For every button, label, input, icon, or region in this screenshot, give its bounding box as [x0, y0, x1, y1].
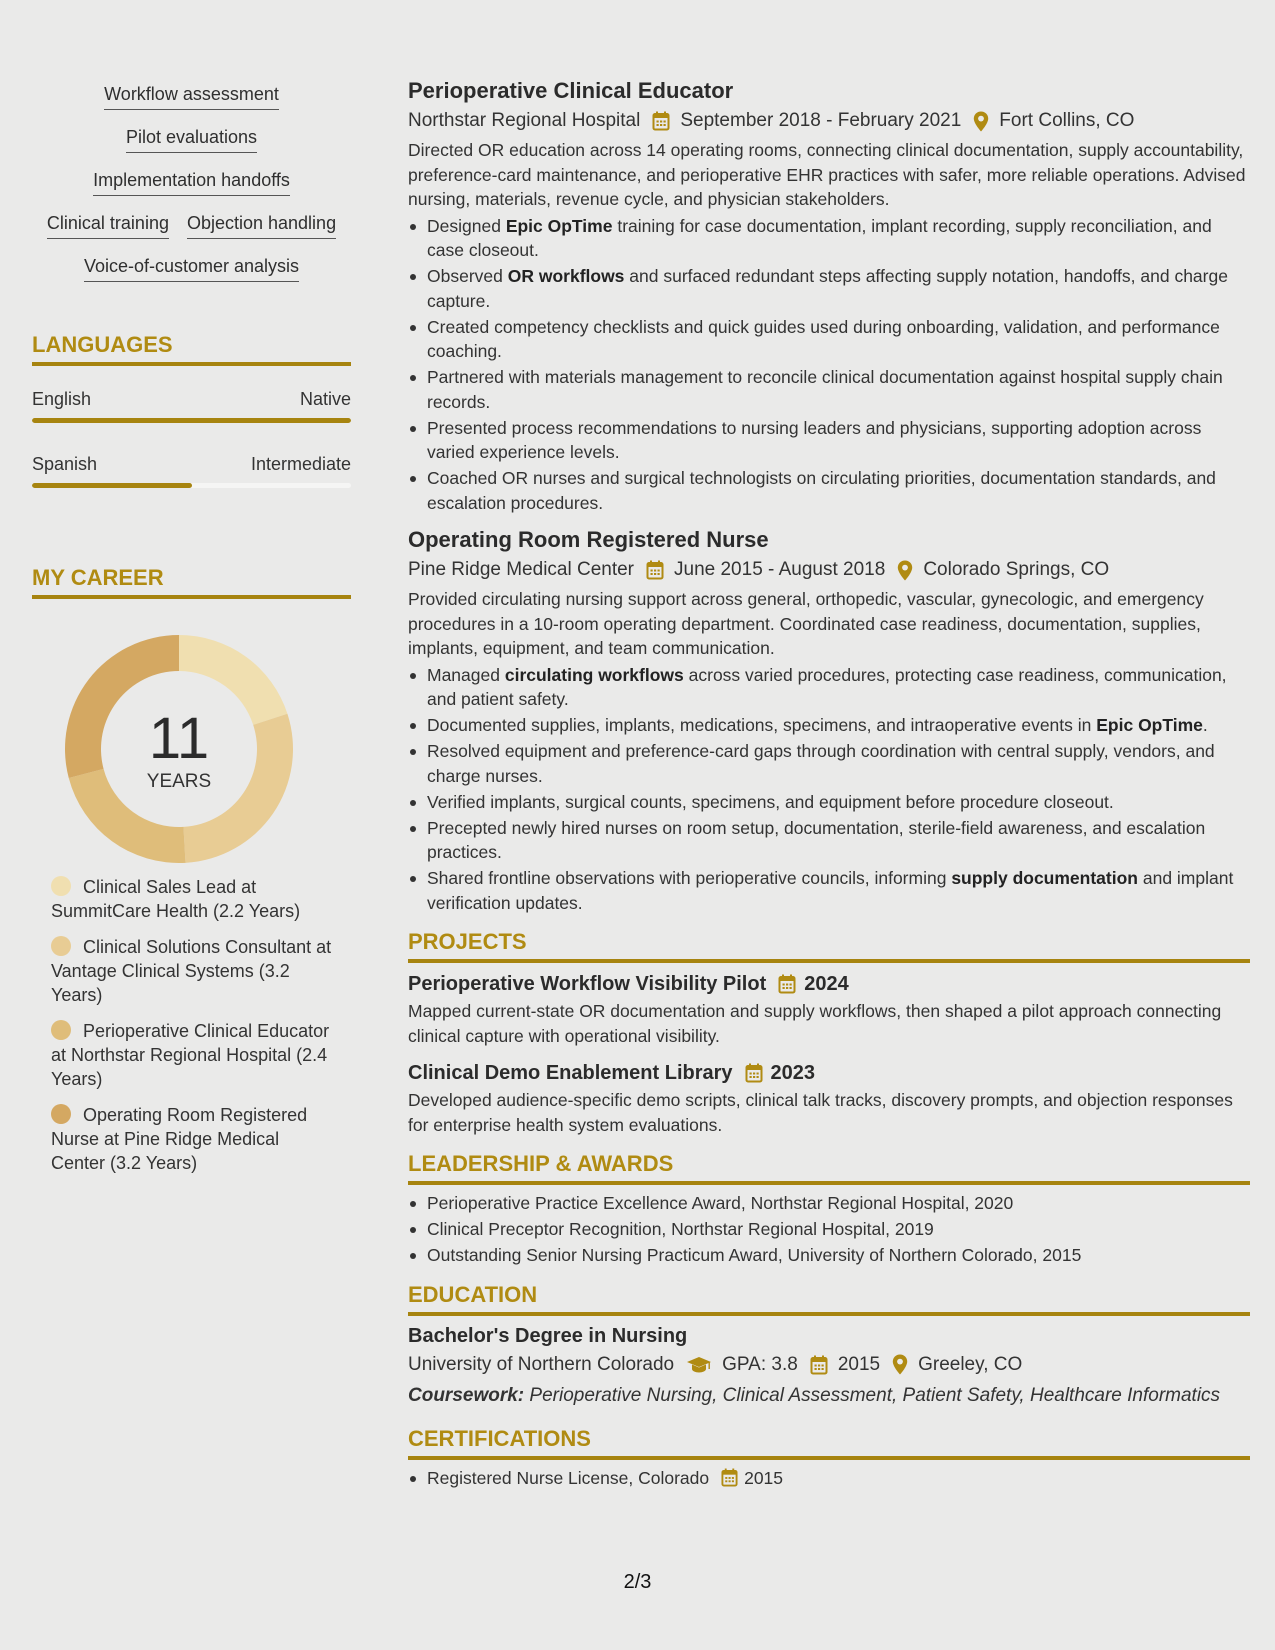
coursework-list: Perioperative Nursing, Clinical Assessment, Patient Safety, Healthcare Informatics	[529, 1384, 1221, 1406]
career-total-years: 11	[148, 706, 210, 771]
career-legend-item	[51, 875, 337, 923]
project-title: Clinical Demo Enablement Library	[408, 1062, 733, 1084]
bullet-text: training for case documentation, implant recording, supply reconciliation, and case closeout.	[427, 215, 1212, 260]
location-pin-icon	[973, 111, 989, 132]
skills-list	[32, 82, 351, 282]
education-heading: EDUCATION	[408, 1280, 1250, 1316]
awards-heading: LEADERSHIP & AWARDS	[408, 1149, 1250, 1185]
legend-color-dot	[51, 936, 71, 956]
project-entry	[408, 969, 1250, 1048]
job-bullet	[408, 416, 1250, 465]
language-item	[32, 453, 351, 488]
certification-year: 2015	[744, 1467, 784, 1488]
career-heading: MY CAREER	[32, 564, 351, 599]
sidebar	[32, 82, 351, 1187]
skill-tag: Voice-of-customer analysis	[84, 254, 299, 282]
skill-tag: Objection handling	[187, 211, 336, 239]
project-year: 2024	[804, 973, 849, 995]
legend-label: Clinical Solutions Consultant at Vantage Clinical Systems (3.2 Years)	[51, 937, 332, 1005]
job-meta	[408, 555, 1250, 585]
project-title-row	[408, 1058, 1250, 1088]
certification-name: Registered Nurse License, Colorado	[427, 1467, 710, 1488]
calendar-icon	[778, 974, 796, 994]
bullet-text: and surfaced redundant steps affecting supply notation, handoffs, and charge capture.	[427, 266, 1228, 311]
language-name: Spanish	[32, 454, 98, 474]
bullet-text: Resolved equipment and preference-card gaps through coordination with central supply, vendors, and charge nurses.	[427, 741, 1215, 786]
bullet-text: Coached OR nurses and surgical technologists on circulating priorities, documentation standards, and escalation procedures.	[427, 468, 1216, 513]
career-donut-chart	[32, 635, 351, 875]
skill-tag: Implementation handoffs	[93, 168, 290, 196]
bullet-text: .	[1202, 715, 1208, 735]
project-description: Developed audience-specific demo scripts, clinical talk tracks, discovery prompts, and objection responses for enterprise health system evaluations.	[408, 1090, 1233, 1135]
bullet-text: and implant verification updates.	[427, 868, 1234, 913]
job-bullet	[408, 816, 1250, 865]
language-level: Intermediate	[250, 454, 351, 474]
calendar-icon	[652, 111, 670, 131]
language-proficiency-fill	[32, 483, 192, 488]
certifications-list	[408, 1466, 1250, 1491]
language-proficiency-bar	[32, 418, 351, 423]
language-proficiency-bar	[32, 483, 351, 488]
projects-heading: PROJECTS	[408, 927, 1250, 963]
job-title: Perioperative Clinical Educator	[408, 78, 734, 103]
legend-label: Clinical Sales Lead at SummitCare Health (2.2 Years)	[51, 877, 301, 921]
job-bullet	[408, 365, 1250, 414]
job-entry	[408, 76, 1250, 515]
school-name: University of Northern Colorado	[408, 1353, 675, 1375]
graduation-cap-icon	[686, 1356, 712, 1374]
bullet-keyword: Epic OpTime	[505, 215, 613, 236]
bullet-keyword: circulating workflows	[504, 664, 684, 685]
career-legend-item	[51, 1019, 337, 1091]
bullet-text: Partnered with materials management to reconcile clinical documentation against hospital supply chain records.	[427, 367, 1223, 412]
coursework-label: Coursework:	[408, 1384, 525, 1406]
bullet-text: Observed	[427, 266, 508, 286]
skill-row	[32, 254, 351, 282]
job-bullet	[408, 466, 1250, 515]
legend-color-dot	[51, 1104, 71, 1124]
job-location: Fort Collins, CO	[999, 110, 1135, 131]
job-bullets	[408, 214, 1250, 516]
job-bullet	[408, 790, 1250, 815]
job-entry	[408, 525, 1250, 915]
certification-item	[408, 1466, 1250, 1491]
legend-label: Perioperative Clinical Educator at Northstar Regional Hospital (2.4 Years)	[51, 1021, 330, 1089]
skill-row	[32, 82, 351, 110]
page-number: 2/3	[623, 1571, 652, 1593]
job-bullets	[408, 663, 1250, 916]
legend-label: Operating Room Registered Nurse at Pine Ridge Medical Center (3.2 Years)	[51, 1105, 308, 1173]
bullet-text: Presented process recommendations to nursing leaders and physicians, supporting adoption across varied experience levels.	[427, 417, 1202, 462]
skill-tag: Clinical training	[47, 211, 169, 239]
career-legend-item	[51, 935, 337, 1007]
education-entry	[408, 1322, 1250, 1408]
project-description: Mapped current-state OR documentation and supply workflows, then shaped a pilot approach connecting clinical capture with operational visibility.	[408, 1001, 1222, 1046]
job-dates: September 2018 - February 2021	[680, 110, 962, 131]
skill-row	[32, 168, 351, 196]
bullet-text: Managed	[427, 664, 505, 685]
education-gpa: GPA: 3.8	[722, 1353, 798, 1375]
job-company: Northstar Regional Hospital	[408, 110, 641, 131]
award-item: Perioperative Practice Excellence Award, Northstar Regional Hospital, 2020	[408, 1191, 1250, 1216]
project-entry	[408, 1058, 1250, 1137]
job-meta	[408, 106, 1250, 136]
bullet-keyword: Epic OpTime	[1096, 715, 1203, 735]
location-pin-icon	[892, 1354, 908, 1375]
legend-color-dot	[51, 876, 71, 896]
languages-heading: LANGUAGES	[32, 331, 351, 366]
career-legend-item	[51, 1103, 337, 1175]
bullet-text: Documented supplies, implants, medications, specimens, and intraoperative events in	[427, 715, 1097, 735]
bullet-text: across varied procedures, protecting case readiness, communication, and patient safety.	[427, 664, 1227, 709]
language-name: English	[32, 389, 92, 409]
calendar-icon	[745, 1063, 763, 1083]
coursework	[408, 1384, 1250, 1408]
skill-tag: Pilot evaluations	[126, 125, 257, 153]
skill-tag: Workflow assessment	[104, 82, 279, 110]
awards-list	[408, 1191, 1250, 1268]
job-bullet	[408, 739, 1250, 788]
job-dates: June 2015 - August 2018	[674, 559, 886, 580]
project-title: Perioperative Workflow Visibility Pilot	[408, 973, 767, 995]
job-bullet	[408, 866, 1250, 915]
education-year: 2015	[837, 1353, 881, 1375]
award-item: Outstanding Senior Nursing Practicum Award, University of Northern Colorado, 2015	[408, 1243, 1250, 1268]
job-company: Pine Ridge Medical Center	[408, 559, 635, 580]
education-location: Greeley, CO	[918, 1353, 1023, 1375]
bullet-text: Designed	[427, 215, 506, 236]
education-meta	[408, 1350, 1250, 1380]
job-bullet	[408, 663, 1250, 712]
award-item: Clinical Preceptor Recognition, Northstar Regional Hospital, 2019	[408, 1217, 1250, 1242]
skill-row	[32, 211, 351, 239]
bullet-text: Shared frontline observations with perioperative councils, informing	[427, 868, 952, 888]
project-title-row	[408, 969, 1250, 999]
location-pin-icon	[897, 560, 913, 581]
bullet-keyword: supply documentation	[951, 868, 1138, 888]
legend-color-dot	[51, 1020, 71, 1040]
bullet-keyword: OR workflows	[507, 266, 625, 286]
job-location: Colorado Springs, CO	[923, 559, 1110, 580]
job-bullet	[408, 214, 1250, 263]
skill-row	[32, 125, 351, 153]
job-bullet	[408, 713, 1250, 738]
job-bullet	[408, 264, 1250, 313]
bullet-text: Precepted newly hired nurses on room setup, documentation, sterile-field awareness, and escalation practices.	[427, 817, 1206, 862]
main-content	[408, 76, 1250, 1492]
career-years-unit: YEARS	[146, 771, 212, 792]
project-year: 2023	[770, 1062, 816, 1084]
calendar-icon	[810, 1355, 828, 1375]
bullet-text: Created competency checklists and quick guides used during onboarding, validation, and performance coaching.	[427, 316, 1220, 361]
degree-title: Bachelor's Degree in Nursing	[408, 1324, 688, 1347]
language-item	[32, 388, 351, 423]
language-proficiency-fill	[32, 418, 351, 423]
bullet-text: Verified implants, surgical counts, specimens, and equipment before procedure closeout.	[427, 791, 1114, 812]
job-bullet	[408, 315, 1250, 364]
job-title: Operating Room Registered Nurse	[408, 527, 769, 552]
calendar-icon	[721, 1468, 738, 1487]
calendar-icon	[646, 560, 664, 580]
language-level: Native	[299, 389, 351, 409]
job-description: Provided circulating nursing support across general, orthopedic, vascular, gynecologic, and emergency procedures in a 10-room operating department. Coordinated case readiness, documentation, supplies, implants, equipment, and team communication.	[408, 589, 1204, 658]
career-legend	[32, 875, 351, 1175]
job-description: Directed OR education across 14 operating rooms, connecting clinical documentation, supply accountability, preference-card maintenance, and perioperative EHR practices with safer, more reliable operations. Advised nursing, materials, revenue cycle, and physician stakeholders.	[408, 140, 1246, 209]
certifications-heading: CERTIFICATIONS	[408, 1424, 1250, 1460]
languages-list	[32, 388, 351, 488]
